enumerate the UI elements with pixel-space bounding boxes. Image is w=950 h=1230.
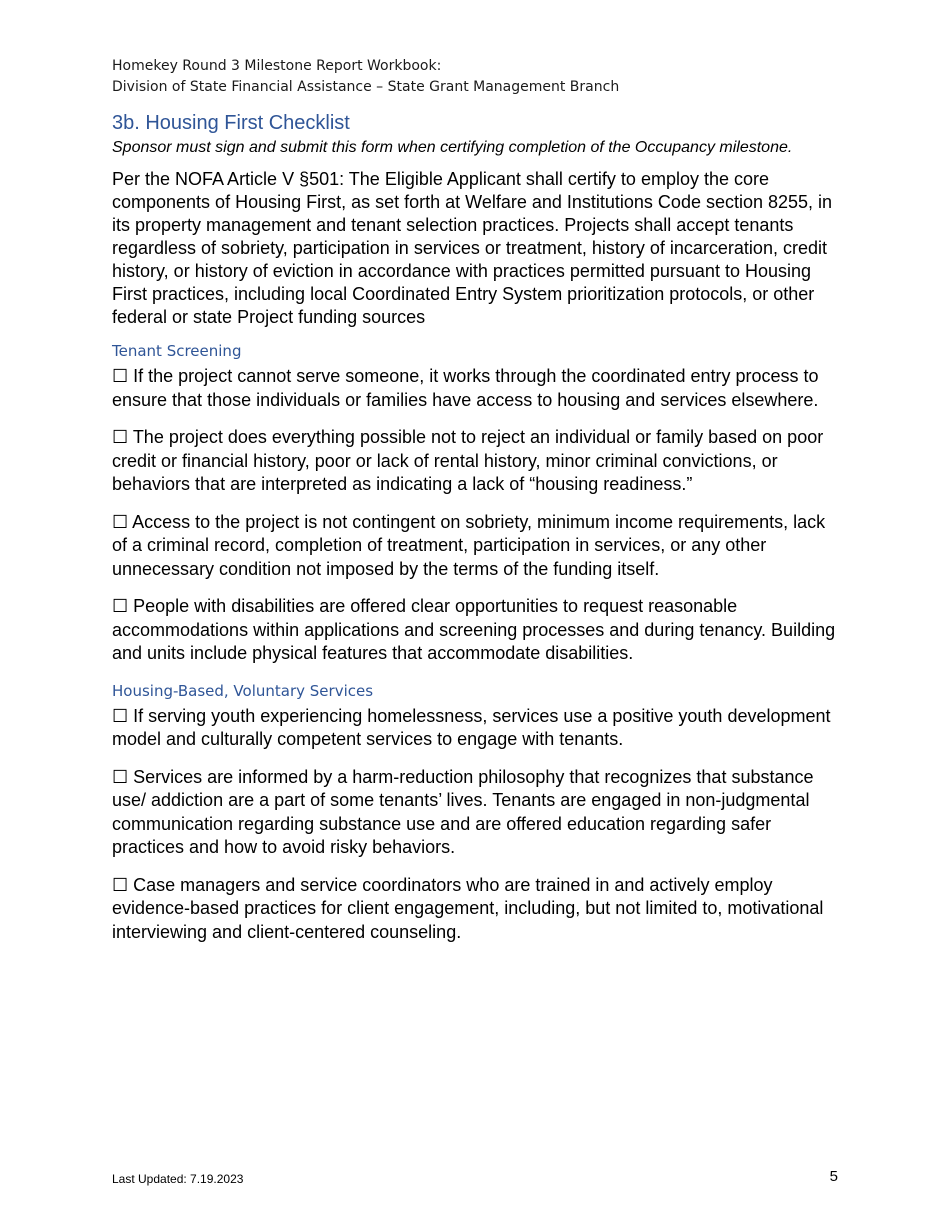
checklist-item[interactable]: ☐ Services are informed by a harm-reduction philosophy that recognizes that substance use/ addiction are a part of some tenants’ lives. Tenants are engaged in non-judgmental communication regarding substance use and are offered education regarding safer practices and how to avoid risky behaviors. — [112, 766, 814, 857]
checklist-item[interactable]: ☐ If serving youth experiencing homelessness, services use a positive youth development model and culturally competent services to engage with tenants. — [112, 705, 831, 749]
document-page — [112, 56, 842, 958]
header-title: Homekey Round 3 Milestone Report Workbook: — [112, 58, 442, 74]
checklist-item[interactable]: ☐ The project does everything possible not to reject an individual or family based on poor credit or financial history, poor or lack of rental history, minor criminal convictions, or behaviors that are interpreted as indicating a lack of “housing readiness.” — [112, 427, 824, 494]
page-number: 5 — [829, 1168, 838, 1185]
header-division: Division of State Financial Assistance – State Grant Management Branch — [112, 79, 620, 95]
intro-paragraph: Per the NOFA Article V §501: The Eligible Applicant shall certify to employ the core components of Housing First, as set forth at Welfare and Institutions Code section 8255, in its property management and tenant selection practices. Projects shall accept tenants regardless of sobriety, participation in services or treatment, history of incarceration, credit history, or history of eviction in accordance with practices permitted pursuant to Housing First practices, including local Coordinated Entry System prioritization protocols, or other federal or state Project funding sources — [112, 169, 833, 327]
tenant-screening-heading: Tenant Screening — [112, 342, 242, 360]
section-title: 3b. Housing First Checklist — [112, 112, 350, 134]
checklist-item[interactable]: ☐ If the project cannot serve someone, it works through the coordinated entry process to ensure that those individuals or families have access to housing and services elsewhere. — [112, 366, 819, 410]
voluntary-services-heading: Housing-Based, Voluntary Services — [112, 681, 374, 700]
section-subtitle: Sponsor must sign and submit this form when certifying completion of the Occupancy milestone. — [112, 139, 793, 156]
checklist-item[interactable]: ☐ Access to the project is not contingent on sobriety, minimum income requirements, lack of a criminal record, completion of treatment, participation in services, or any other unnecessary condition not imposed by the terms of the funding itself. — [112, 511, 826, 579]
checklist-item[interactable]: ☐ Case managers and service coordinators who are trained in and actively employ evidence-based practices for client engagement, including, but not limited to, motivational interviewing and client-centered counseling. — [112, 874, 824, 942]
checklist-item[interactable]: ☐ People with disabilities are offered clear opportunities to request reasonable accommodations within applications and screening processes and during tenancy. Building and units include physical features that accommodate disabilities. — [112, 596, 836, 663]
last-updated: Last Updated: 7.19.2023 — [112, 1172, 244, 1186]
